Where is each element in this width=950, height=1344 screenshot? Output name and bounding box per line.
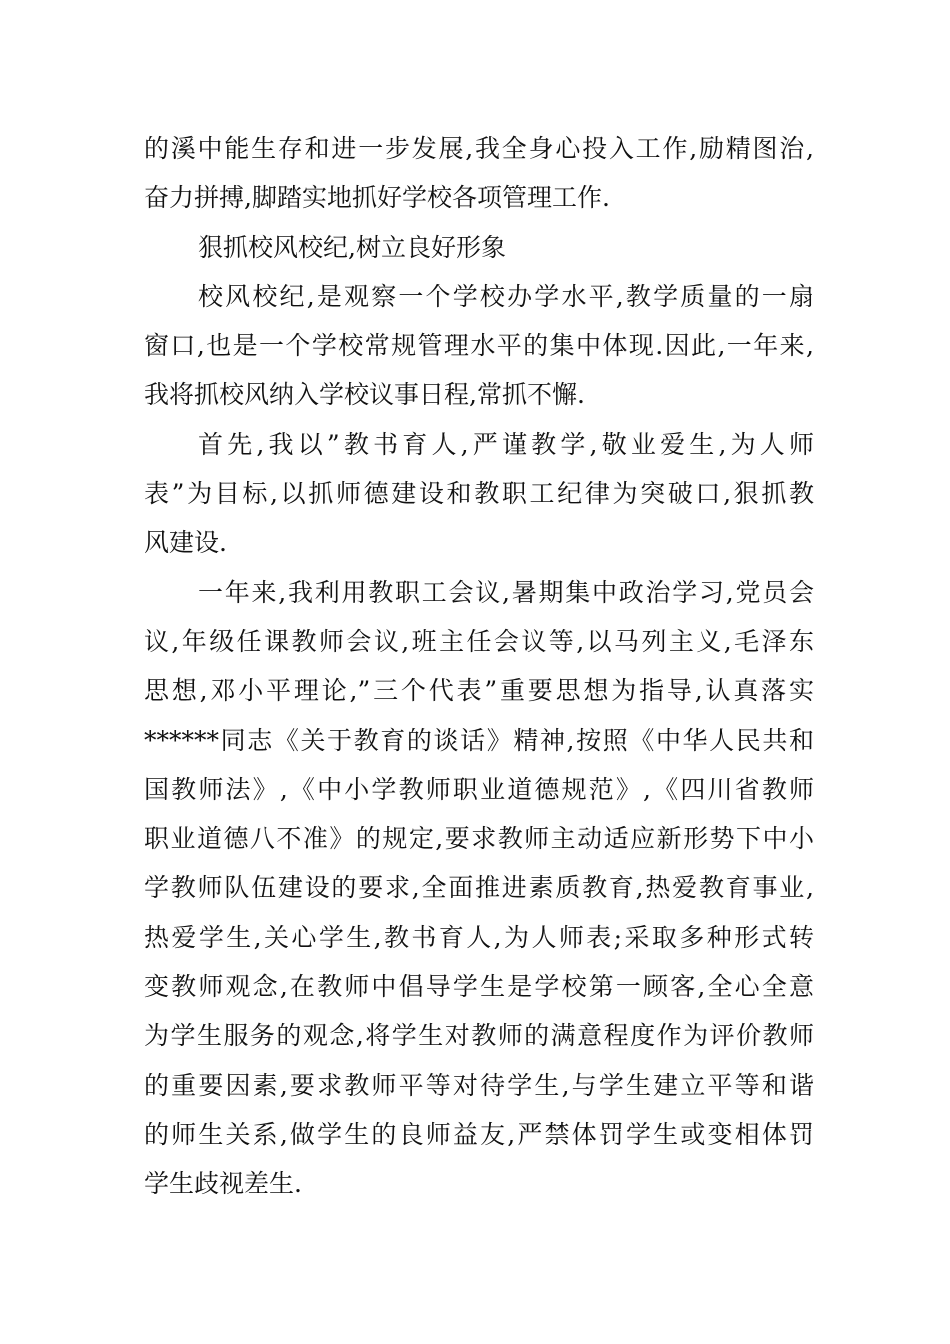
text-line: 我将抓校风纳入学校议事日程,常抓不懈. — [144, 380, 585, 410]
text-line: 热爱学生,关心学生,教书育人,为人师表;采取多种形式转 — [144, 922, 814, 952]
text-line: 表”为目标,以抓师德建设和教职工纪律为突破口,狠抓教 — [144, 479, 814, 509]
text-line: 学生歧视差生. — [144, 1169, 302, 1199]
text-line: 的师生关系,做学生的良师益友,严禁体罚学生或变相体罚 — [144, 1119, 814, 1149]
text-line: ******同志《关于教育的谈话》精神,按照《中华人民共和 — [144, 725, 814, 755]
text-line: 风建设. — [144, 528, 227, 558]
text-line: 国教师法》,《中小学教师职业道德规范》,《四川省教师 — [144, 774, 814, 804]
text-line: 窗口,也是一个学校常规管理水平的集中体现.因此,一年来, — [144, 331, 814, 361]
text-line: 首先,我以”教书育人,严谨教学,敬业爱生,为人师 — [198, 429, 814, 459]
text-line: 的溪中能生存和进一步发展,我全身心投入工作,励精图治, — [144, 134, 814, 163]
document-body — [144, 124, 814, 1209]
text-line: 奋力拼搏,脚踏实地抓好学校各项管理工作. — [144, 183, 610, 213]
text-line: 校风校纪,是观察一个学校办学水平,教学质量的一扇 — [198, 281, 814, 311]
text-line: 一年来,我利用教职工会议,暑期集中政治学习,党员会 — [198, 577, 814, 607]
text-line: 变教师观念,在教师中倡导学生是学校第一顾客,全心全意 — [144, 972, 814, 1002]
text-line: 的重要因素,要求教师平等对待学生,与学生建立平等和谐 — [144, 1070, 814, 1100]
section-heading: 狠抓校风校纪,树立良好形象 — [198, 232, 506, 262]
text-line: 学教师队伍建设的要求,全面推进素质教育,热爱教育事业, — [144, 873, 814, 903]
text-line: 为学生服务的观念,将学生对教师的满意程度作为评价教师 — [144, 1021, 814, 1051]
text-line: 思想,邓小平理论,”三个代表”重要思想为指导,认真落实 — [144, 676, 814, 706]
text-line: 职业道德八不准》的规定,要求教师主动适应新形势下中小 — [144, 824, 814, 854]
text-line: 议,年级任课教师会议,班主任会议等,以马列主义,毛泽东 — [144, 626, 814, 656]
